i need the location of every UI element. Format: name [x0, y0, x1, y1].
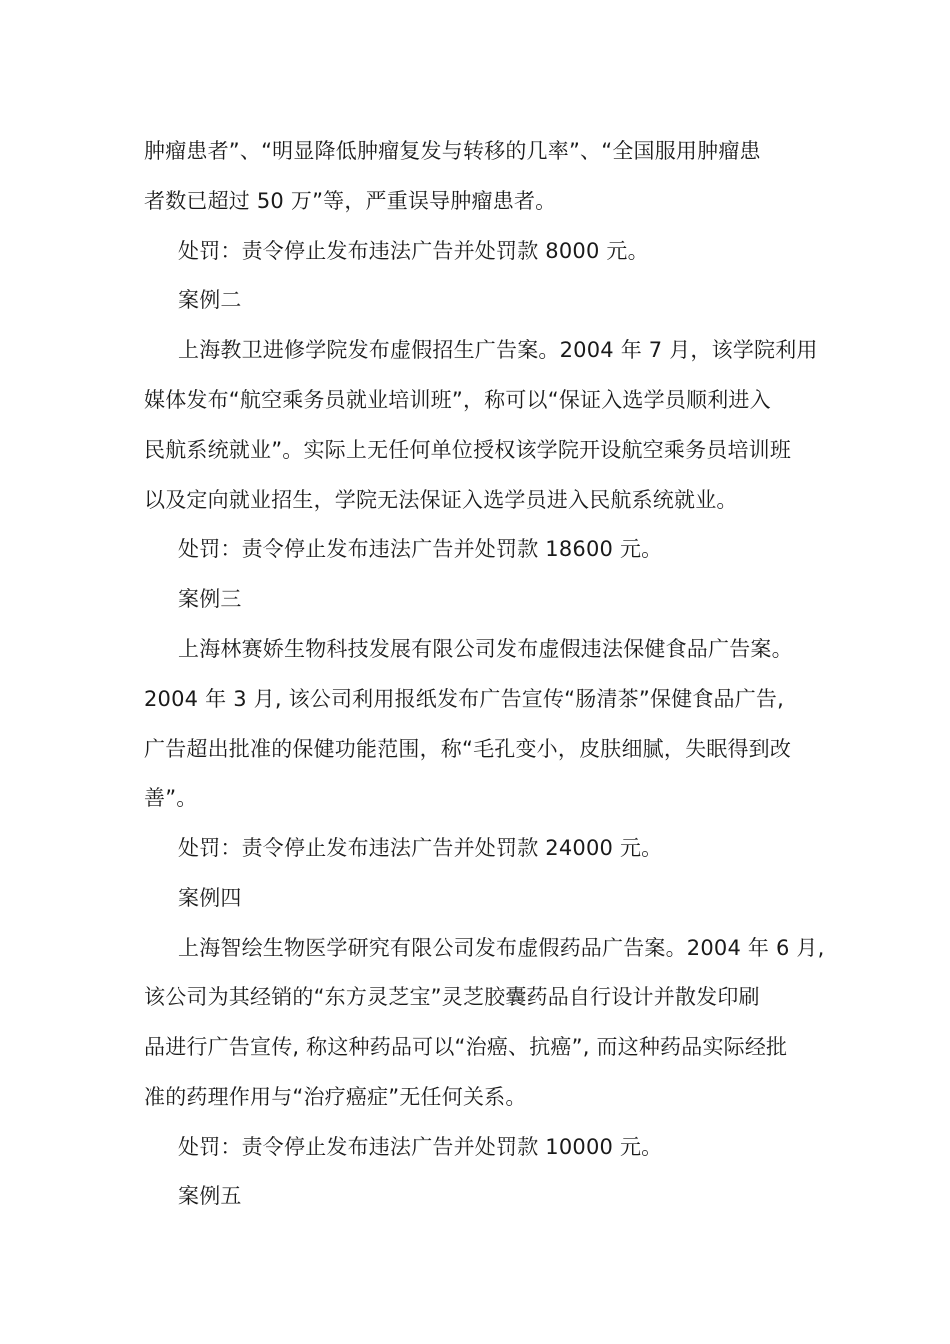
penalty-line: 处罚：责令停止发布违法广告并处罚款 8000 元。	[178, 239, 649, 263]
paragraph-line: 该公司为其经销的“东方灵芝宝”灵芝胶囊药品自行设计并散发印刷	[144, 985, 760, 1009]
paragraph-line: 品进行广告宣传, 称这种药品可以“治癌、抗癌”, 而这种药品实际经批	[144, 1035, 788, 1059]
paragraph-line: 民航系统就业”。实际上无任何单位授权该学院开设航空乘务员培训班	[144, 438, 792, 462]
paragraph-line: 媒体发布“航空乘务员就业培训班”，称可以“保证入选学员顺利进入	[144, 388, 771, 412]
paragraph-line: 者数已超过 50 万”等，严重误导肿瘤患者。	[144, 189, 557, 213]
penalty-line: 处罚：责令停止发布违法广告并处罚款 18600 元。	[178, 537, 663, 561]
paragraph-line: 以及定向就业招生，学院无法保证入选学员进入民航系统就业。	[144, 488, 738, 512]
paragraph-line: 上海教卫进修学院发布虚假招生广告案。2004 年 7 月，该学院利用	[178, 338, 818, 362]
case-heading: 案例四	[178, 886, 242, 910]
paragraph-line: 善”。	[144, 786, 198, 810]
penalty-line: 处罚：责令停止发布违法广告并处罚款 10000 元。	[178, 1135, 663, 1159]
penalty-line: 处罚：责令停止发布违法广告并处罚款 24000 元。	[178, 836, 663, 860]
paragraph-line: 上海林赛娇生物科技发展有限公司发布虚假违法保健食品广告案。	[178, 637, 793, 661]
paragraph-line: 2004 年 3 月, 该公司利用报纸发布广告宣传“肠清茶”保健食品广告,	[144, 687, 785, 711]
paragraph-line: 准的药理作用与“治疗癌症”无任何关系。	[144, 1085, 527, 1109]
paragraph-line: 上海智绘生物医学研究有限公司发布虚假药品广告案。2004 年 6 月,	[178, 936, 825, 960]
case-heading: 案例二	[178, 288, 242, 312]
paragraph-line: 广告超出批准的保健功能范围，称“毛孔变小，皮肤细腻，失眠得到改	[144, 737, 792, 761]
case-heading: 案例五	[178, 1184, 242, 1208]
paragraph-line: 肿瘤患者”、“明显降低肿瘤复发与转移的几率”、“全国服用肿瘤患	[144, 139, 761, 163]
case-heading: 案例三	[178, 587, 242, 611]
